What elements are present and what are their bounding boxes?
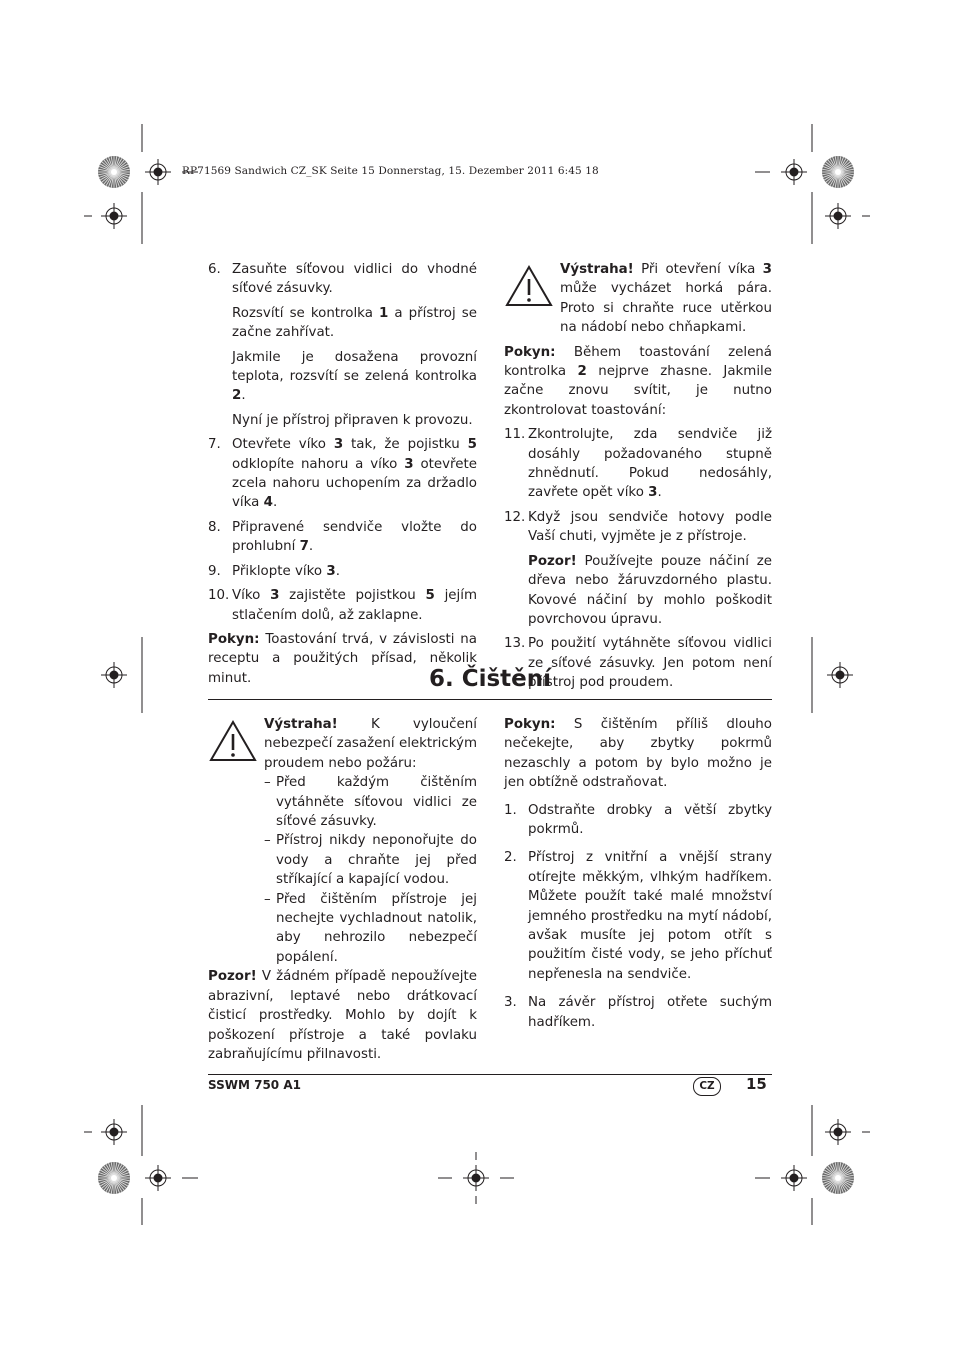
left-column [208,260,477,693]
list-item [504,848,772,984]
step-number: 11. [504,427,526,443]
registration-mark-icon [106,1124,122,1140]
step-number: 2. [504,850,517,866]
footer-divider [208,1074,772,1075]
steps-list [504,425,772,692]
list-item [504,508,772,629]
footer-model: SSWM 750 A1 [208,1078,301,1092]
list-item [208,586,477,625]
step-number: 9. [208,563,221,579]
list-item [208,435,477,513]
section-title: 6. Čištění [428,666,552,692]
list-item: – Před každým čištěním vytáhněte síťovou vidlici ze síťové zásuvky. [264,773,477,831]
step-number: 12. [504,509,526,525]
step-number: 6. [208,262,221,277]
note-label: Pokyn: [208,631,260,647]
warning-bullets [264,773,477,967]
list-item [504,801,772,840]
caution-text: Používejte pouze náčiní ze dřeva nebo žáruvzdorného plastu. Kovové náčiní by mohlo poškodit povrchovou úpravu. [528,553,772,627]
caution [528,552,772,630]
step-number: 13. [504,636,526,652]
print-header: RP71569 Sandwich CZ_SK Seite 15 Donnerstag, 15. Dezember 2011 6:45 18 [182,165,599,177]
step-number: 3. [504,995,517,1011]
step-text: Odstraňte drobky a větší zbytky pokrmů. [528,802,772,838]
step-text: Otevřete víko 3 tak, že pojistku 5 odklopíte nahoru a víko 3 otevřete zcela nahoru uchopením za držadlo víka 4. [232,437,477,511]
warning-text [560,260,772,338]
note-text: S čištěním příliš dlouho nečekejte, aby zbytky pokrmů nezaschly a potom by bylo možno je jen obtížně odstraňovat. [504,717,772,791]
note-label: Pokyn: [504,344,556,360]
warning-body: Při otevření víka 3 může vycházet horká pára. Proto si chraňte ruce utěrkou na nádobí nebo chňapkami. [560,262,772,336]
registration-mark-icon [832,667,848,683]
warning-body: K vyloučení nebezpečí zasažení elektrickým proudem nebo požáru: [264,717,477,771]
step-text: Přiklopte víko 3. [232,563,340,579]
color-wheel-icon [98,156,130,188]
right-column-cleaning [504,715,772,1037]
caution-text: V žádném případě nepoužívejte abrazivní, leptavé nebo drátkovací čisticí prostředky. Mohlo by dojít k poškození přístroje a také povlaku zabraňujícímu přilnavosti. [208,969,477,1062]
step-text: Zasuňte síťovou vidlici do vhodné síťové zásuvky. [232,262,477,297]
warning-text [264,715,477,773]
step-text: Po použití vytáhněte síťovou vidlici ze síťové zásuvky. Jen potom není přístroj pod proudem. [528,636,772,691]
step-text: Rozsvítí se kontrolka 1 a přístroj se začne zahřívat. [232,305,477,341]
caution-label: Pozor! [208,969,257,985]
list-item: – Přístroj nikdy neponořujte do vody a chraňte jej před stříkající a kapající vodou. [264,831,477,889]
list-item [208,260,477,430]
steps-list [208,260,477,625]
step-number: 7. [208,437,221,453]
step-text: Přístroj z vnitřní a vnější strany otírejte měkkým, vlhkým hadříkem. Můžete použít také malé množství jemného prostředku na mytí nádobí, avšak musíte jej potom otřít s použitím čisté vody, se jeho příchuť nepřenesla na sendviče. [528,850,772,982]
caution [208,967,477,1064]
color-wheel-icon [822,156,854,188]
note-label: Pokyn: [504,717,556,732]
section-divider [208,699,772,700]
color-wheel-icon [822,1162,854,1194]
registration-mark-icon [468,1170,484,1186]
warning-label: Výstraha! [560,262,634,277]
language-badge: CZ [693,1077,721,1096]
registration-mark-icon [106,208,122,224]
step-text: Jakmile je dosažena provozní teplota, rozsvítí se zelená kontrolka 2. [232,349,477,404]
color-wheel-icon [98,1162,130,1194]
registration-mark-icon [150,164,166,180]
left-column-cleaning [208,715,477,1069]
step-number: 10. [208,588,230,604]
registration-mark-icon [150,1170,166,1186]
note-text: Během toastování zelená kontrolka 2 nejprve zhasne. Jakmile začne znovu svítit, je nutno zkontrolovat toastování: [504,344,772,418]
registration-mark-icon [786,1170,802,1186]
step-text: Zkontrolujte, zda sendviče již dosáhly požadovaného stupně zhnědnutí. Pokud nedosáhly, zavřete opět víko 3. [528,427,772,501]
step-number: 1. [504,802,517,818]
warning-block [504,260,772,338]
steps-list [504,801,772,1032]
registration-mark-icon [106,667,122,683]
step-text: Víko 3 zajistěte pojistkou 5 jejím stlačením dolů, až zaklapne. [232,588,478,623]
list-item: – Před čištěním přístroje jej nechejte vychladnout natolik, aby nehrozilo nebezpečí popálení. [264,890,477,968]
warning-label: Výstraha! [264,717,338,732]
step-text: Nyní je přístroj připraven k provozu. [232,412,473,428]
caution-label: Pozor! [528,553,577,569]
registration-mark-icon [830,1124,846,1140]
list-item [208,518,477,557]
note [504,343,772,421]
warning-triangle-icon [208,719,258,763]
warning-triangle-icon [504,264,554,308]
registration-mark-icon [786,164,802,180]
note [504,715,772,793]
note-text: Toastování trvá, v závislosti na receptu a použitých přísad, několik minut. [208,631,478,686]
step-text: Připravené sendviče vložte do prohlubní 7. [232,519,477,555]
list-item [208,562,477,581]
list-item [504,425,772,503]
page-number: 15 [746,1075,767,1093]
step-text: Když jsou sendviče hotovy podle Vaší chuti, vyjměte je z přístroje. [528,509,772,545]
warning-block [208,715,477,967]
step-text: Na závěr přístroj otřete suchým hadříkem. [528,995,772,1030]
list-item [504,993,772,1032]
right-column [504,260,772,698]
step-number: 8. [208,519,221,535]
registration-mark-icon [830,208,846,224]
